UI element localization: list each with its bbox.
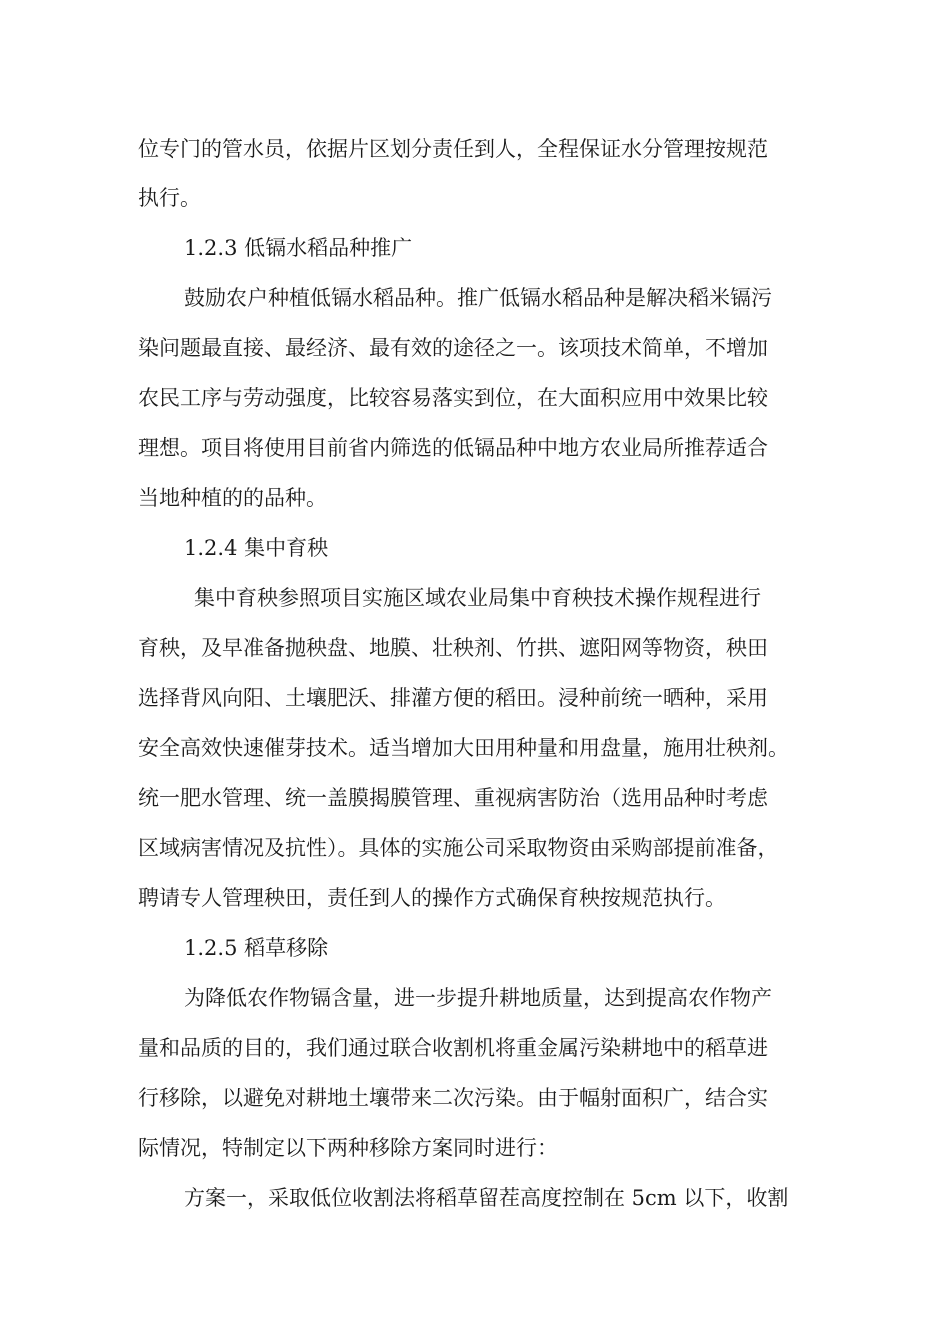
- paragraph-line: 量和品质的目的，我们通过联合收割机将重金属污染耕地中的稻草进: [138, 1036, 768, 1060]
- paragraph-line: 集中育秧参照项目实施区域农业局集中育秧技术操作规程进行: [194, 586, 761, 610]
- paragraph-line: 为降低农作物镉含量，进一步提升耕地质量，达到提高农作物产: [184, 986, 772, 1010]
- paragraph-line: 染问题最直接、最经济、最有效的途径之一。该项技术简单，不增加: [138, 336, 768, 360]
- paragraph-line: 方案一，采取低位收割法将稻草留茬高度控制在 5cm 以下，收割: [184, 1186, 789, 1210]
- paragraph-line: 统一肥水管理、统一盖膜揭膜管理、重视病害防治（选用品种时考虑: [138, 786, 768, 810]
- paragraph-line: 鼓励农户种植低镉水稻品种。推广低镉水稻品种是解决稻米镉污: [184, 286, 772, 310]
- paragraph-line: 行移除，以避免对耕地土壤带来二次污染。由于幅射面积广，结合实: [138, 1086, 768, 1110]
- paragraph-line: 选择背风向阳、土壤肥沃、排灌方便的稻田。浸种前统一晒种，采用: [138, 686, 768, 710]
- paragraph-line: 育秧，及早准备抛秧盘、地膜、壮秧剂、竹拱、遮阳网等物资，秧田: [138, 636, 768, 660]
- section-heading: 1.2.4 集中育秧: [184, 536, 329, 560]
- paragraph-line: 当地种植的的品种。: [138, 486, 327, 510]
- paragraph-line: 理想。项目将使用目前省内筛选的低镉品种中地方农业局所推荐适合: [138, 436, 768, 460]
- section-heading: 1.2.5 稻草移除: [184, 936, 329, 960]
- paragraph-line: 际情况，特制定以下两种移除方案同时进行：: [138, 1136, 558, 1160]
- paragraph-line: 聘请专人管理秧田，责任到人的操作方式确保育秧按规范执行。: [138, 886, 726, 910]
- paragraph-line: 安全高效快速催芽技术。适当增加大田用种量和用盘量，施用壮秧剂。: [138, 736, 789, 760]
- paragraph-line: 区域病害情况及抗性）。具体的实施公司采取物资由采购部提前准备，: [138, 836, 779, 860]
- paragraph-line: 执行。: [138, 186, 201, 210]
- paragraph-line: 农民工序与劳动强度，比较容易落实到位，在大面积应用中效果比较: [138, 386, 768, 410]
- section-heading: 1.2.3 低镉水稻品种推广: [184, 236, 413, 260]
- paragraph-line: 位专门的管水员，依据片区划分责任到人，全程保证水分管理按规范: [138, 137, 768, 161]
